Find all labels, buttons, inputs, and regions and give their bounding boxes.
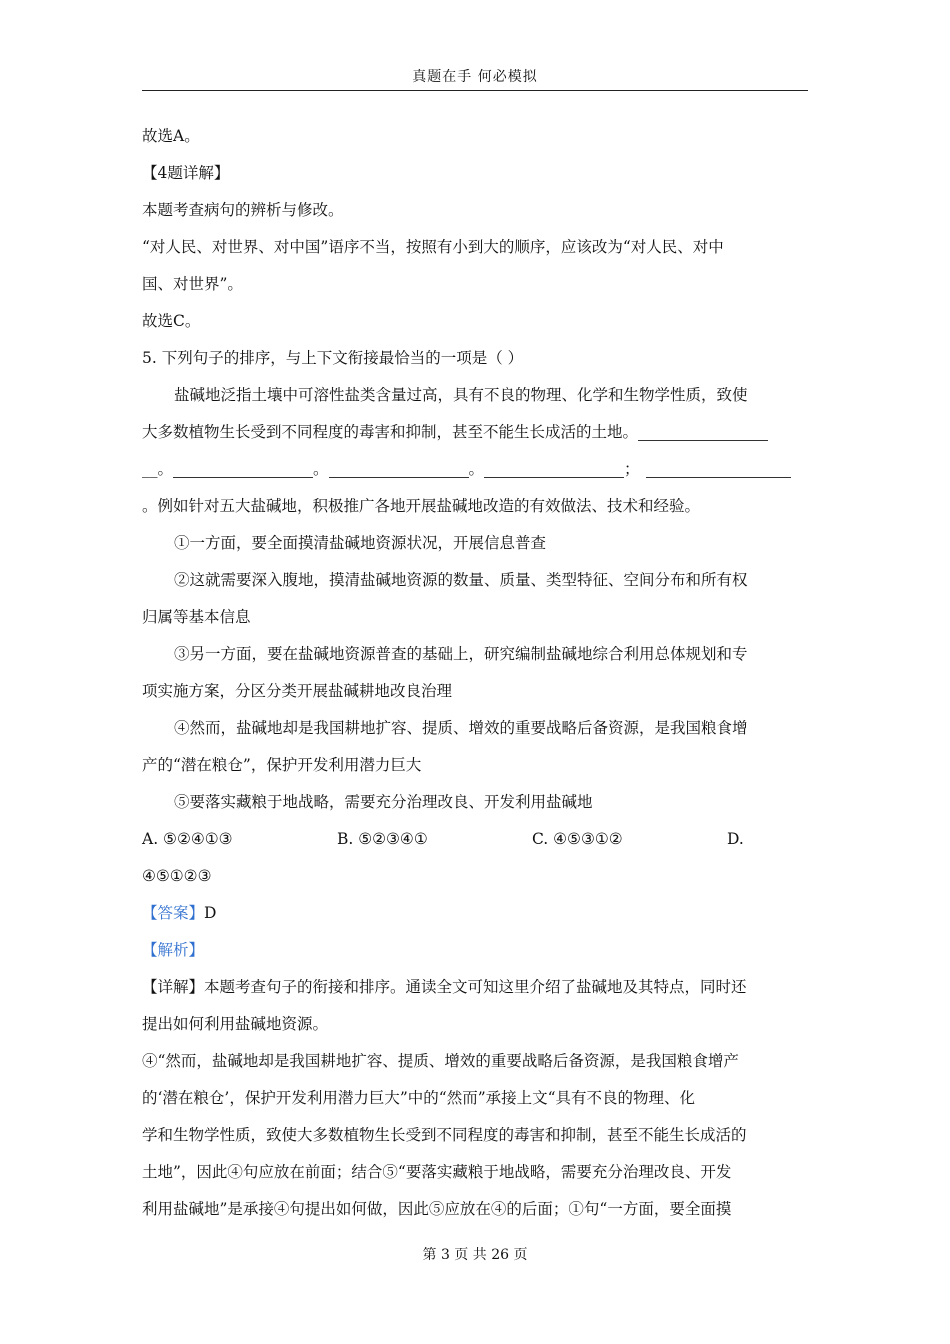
header-divider — [142, 90, 808, 91]
answer-line — [142, 895, 808, 932]
q5-options — [142, 821, 808, 858]
punct: 。 — [468, 460, 485, 478]
detail-line: 土地”，因此④句应放在前面；结合⑤“要落实藏粮于地战略，需要充分治理改良、开发 — [142, 1163, 732, 1181]
q5-sentence-3-cont: 项实施方案，分区分类开展盐碱耕地改良治理 — [142, 682, 453, 700]
q4-intro: 本题考查病句的辨析与修改。 — [142, 201, 344, 219]
detail-text: 本题考查句子的衔接和排序。通读全文可知这里介绍了盐碱地及其特点，同时还 — [204, 978, 747, 996]
q4-choice: 故选C。 — [142, 312, 201, 330]
q5-passage-text: 大多数植物生长受到不同程度的毒害和抑制，甚至不能生长成活的土地。 — [142, 423, 639, 441]
punct: 。 — [313, 460, 329, 478]
page-footer: 第 3 页 共 26 页 — [422, 1247, 528, 1263]
blank-tail: __。 — [142, 460, 174, 478]
q4-heading: 【4题详解】 — [142, 164, 230, 182]
punct: ； — [624, 460, 640, 478]
page-content — [142, 118, 808, 1228]
fill-blank — [646, 459, 791, 478]
q4-prev-choice: 故选A。 — [142, 127, 200, 145]
detail-line: 的‘潜在粮仓’，保护开发利用潜力巨大”中的“然而”承接上文“具有不良的物理、化 — [142, 1089, 696, 1107]
q4-explanation-line: 国、对世界”。 — [142, 275, 243, 293]
detail-line: ④“然而，盐碱地却是我国耕地扩容、提质、增效的重要战略后备资源，是我国粮食增产 — [142, 1052, 739, 1070]
detail-line: 学和生物学性质，致使大多数植物生长受到不同程度的毒害和抑制，甚至不能生长成活的 — [142, 1126, 747, 1144]
fill-blank — [173, 459, 313, 478]
detail-line — [142, 969, 808, 1006]
option-a: A. ⑤②④①③ — [142, 830, 233, 848]
option-b: B. ⑤②③④① — [337, 830, 428, 848]
detail-label: 【详解】 — [142, 978, 205, 996]
option-c: C. ④⑤③①② — [532, 830, 623, 848]
q5-passage-line: 盐碱地泛指土壤中可溶性盐类含量过高，具有不良的物理、化学和生物学性质，致使 — [174, 386, 748, 404]
q5-stem: 5. 下列句子的排序，与上下文衔接最恰当的一项是（ ） — [142, 349, 524, 367]
q5-sentence-1: ①一方面，要全面摸清盐碱地资源状况，开展信息普查 — [174, 534, 547, 552]
q5-passage-line — [142, 414, 808, 451]
option-d-content: ④⑤①②③ — [142, 867, 212, 885]
detail-line: 提出如何利用盐碱地资源。 — [142, 1015, 329, 1033]
fill-blank — [484, 459, 624, 478]
q5-sentence-2: ②这就需要深入腹地，摸清盐碱地资源的数量、质量、类型特征、空间分布和所有权 — [174, 571, 748, 589]
q5-blanks-line — [142, 451, 808, 488]
q4-explanation-line: “对人民、对世界、对中国”语序不当，按照有小到大的顺序，应该改为“对人民、对中 — [142, 238, 724, 256]
fill-blank — [638, 422, 768, 441]
page-header: 真题在手 何必模拟 — [412, 69, 538, 85]
analysis-label: 【解析】 — [142, 941, 205, 959]
option-d: D. — [727, 830, 744, 848]
q5-sentence-3: ③另一方面，要在盐碱地资源普查的基础上，研究编制盐碱地综合利用总体规划和专 — [174, 645, 748, 663]
q5-sentence-4: ④然而，盐碱地却是我国耕地扩容、提质、增效的重要战略后备资源，是我国粮食增 — [174, 719, 748, 737]
q5-sentence-5: ⑤要落实藏粮于地战略，需要充分治理改良、开发利用盐碱地 — [174, 793, 593, 811]
q5-sentence-4-cont: 产的“潜在粮仓”，保护开发利用潜力巨大 — [142, 756, 422, 774]
q5-passage-line: 。例如针对五大盐碱地，积极推广各地开展盐碱地改造的有效做法、技术和经验。 — [142, 497, 701, 515]
answer-label: 【答案】 — [142, 904, 205, 922]
answer-value: D — [204, 904, 217, 922]
detail-line: 利用盐碱地”是承接④句提出如何做，因此⑤应放在④的后面；①句“一方面，要全面摸 — [142, 1200, 732, 1218]
fill-blank — [329, 459, 469, 478]
q5-sentence-2-cont: 归属等基本信息 — [142, 608, 251, 626]
